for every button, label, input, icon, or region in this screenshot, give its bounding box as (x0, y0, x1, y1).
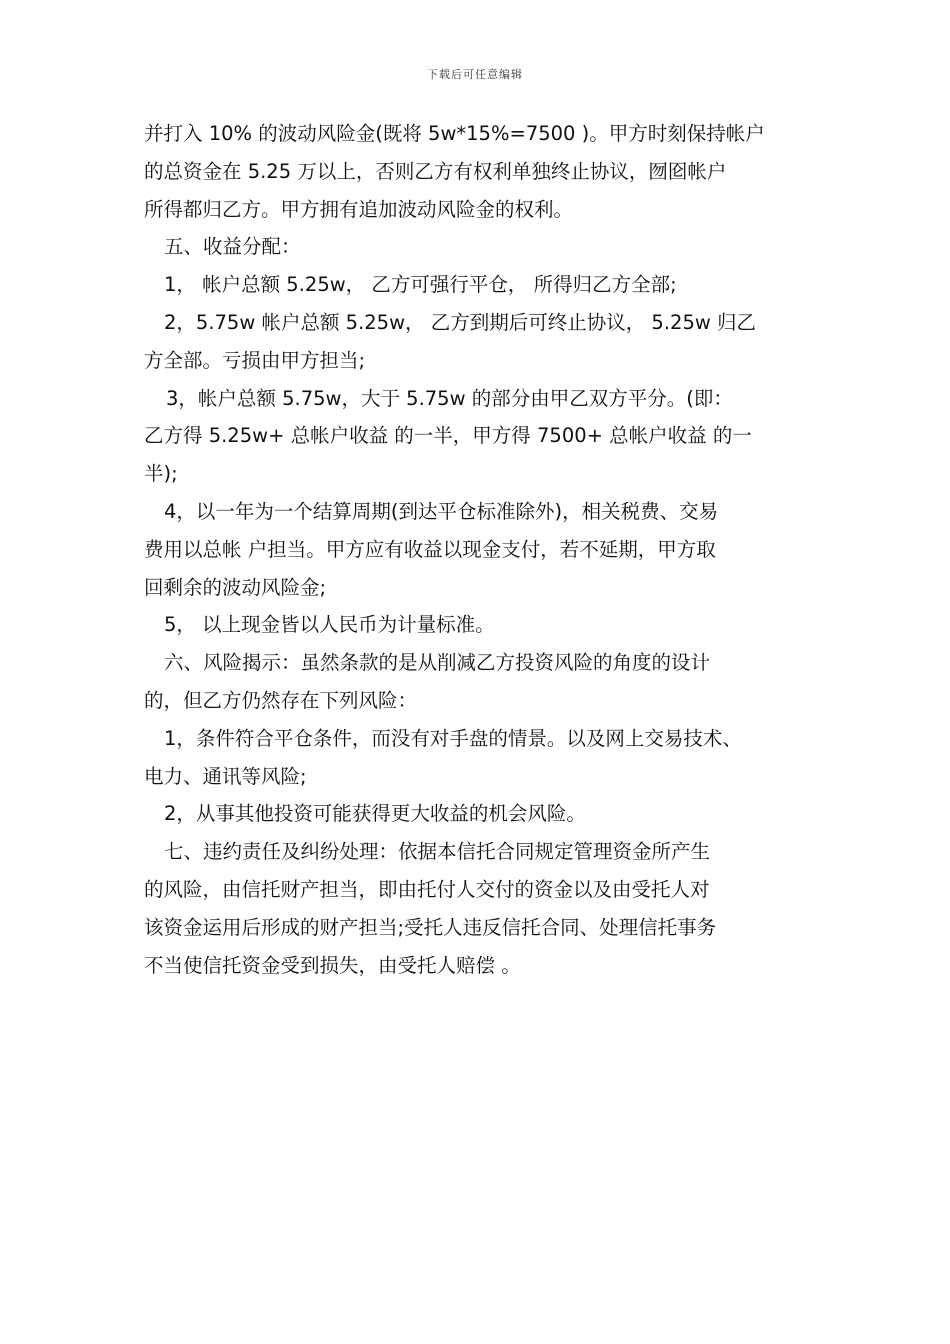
text-line: 方全部。亏损由甲方担当; (144, 348, 366, 372)
list-item: 2，5.75w 帐户总额 5.25w， 乙方到期后可终止协议， 5.25w 归乙 (164, 310, 756, 334)
text-line: 电力、通讯等风险; (144, 764, 307, 788)
document-body (144, 115, 834, 984)
text-line: 回剩余的波动风险金; (144, 575, 327, 599)
text-line: 的风险，由信托财产担当，即由托付人交付的资金以及由受托人对 (144, 877, 710, 901)
text-line: 乙方得 5.25w+ 总帐户收益 的一半，甲方得 7500+ 总帐户收益 的一 (144, 424, 752, 448)
text-line: 的总资金在 5.25 万以上，否则乙方有权利单独终止协议，囫囵帐户 (144, 159, 727, 183)
text-line: 并打入 10% 的波动风险金(既将 5w*15%=7500 )。甲方时刻保持帐户 (144, 122, 765, 145)
text-line: 所得都归乙方。甲方拥有追加波动风险金的权利。 (144, 197, 574, 221)
text-line: 不当使信托资金受到损失，由受托人赔偿 。 (144, 953, 521, 977)
text-line: 该资金运用后形成的财产担当;受托人违反信托合同、处理信托事务 (144, 915, 717, 939)
page-header: 下载后可任意编辑 (427, 68, 523, 81)
section-heading-liability: 七、违约责任及纠纷处理：依据本信托合同规定管理资金所产生 (164, 840, 711, 864)
list-item: 2，从事其他投资可能获得更大收益的机会风险。 (164, 802, 586, 826)
text-line: 半); (144, 462, 178, 486)
list-item: 1， 帐户总额 5.25w， 乙方可强行平仓， 所得归乙方全部; (164, 273, 677, 297)
list-item: 1，条件符合平仓条件，而没有对手盘的情景。以及网上交易技术、 (164, 726, 742, 750)
section-heading-risk-disclosure: 六、风险揭示：虽然条款的是从削减乙方投资风险的角度的设计 (164, 651, 711, 675)
list-item: 5， 以上现金皆以人民币为计量标准。 (164, 613, 495, 637)
list-item: 3，帐户总额 5.75w，大于 5.75w 的部分由甲乙双方平分。(即： (166, 386, 733, 410)
text-line: 费用以总帐 户担当。甲方应有收益以现金支付，若不延期，甲方取 (144, 537, 716, 561)
section-heading-profit-distribution: 五、收益分配： (164, 235, 301, 259)
list-item: 4，以一年为一个结算周期(到达平仓标准除外)，相关税费、交易 (164, 499, 719, 523)
text-line: 的，但乙方仍然存在下列风险： (144, 688, 418, 712)
